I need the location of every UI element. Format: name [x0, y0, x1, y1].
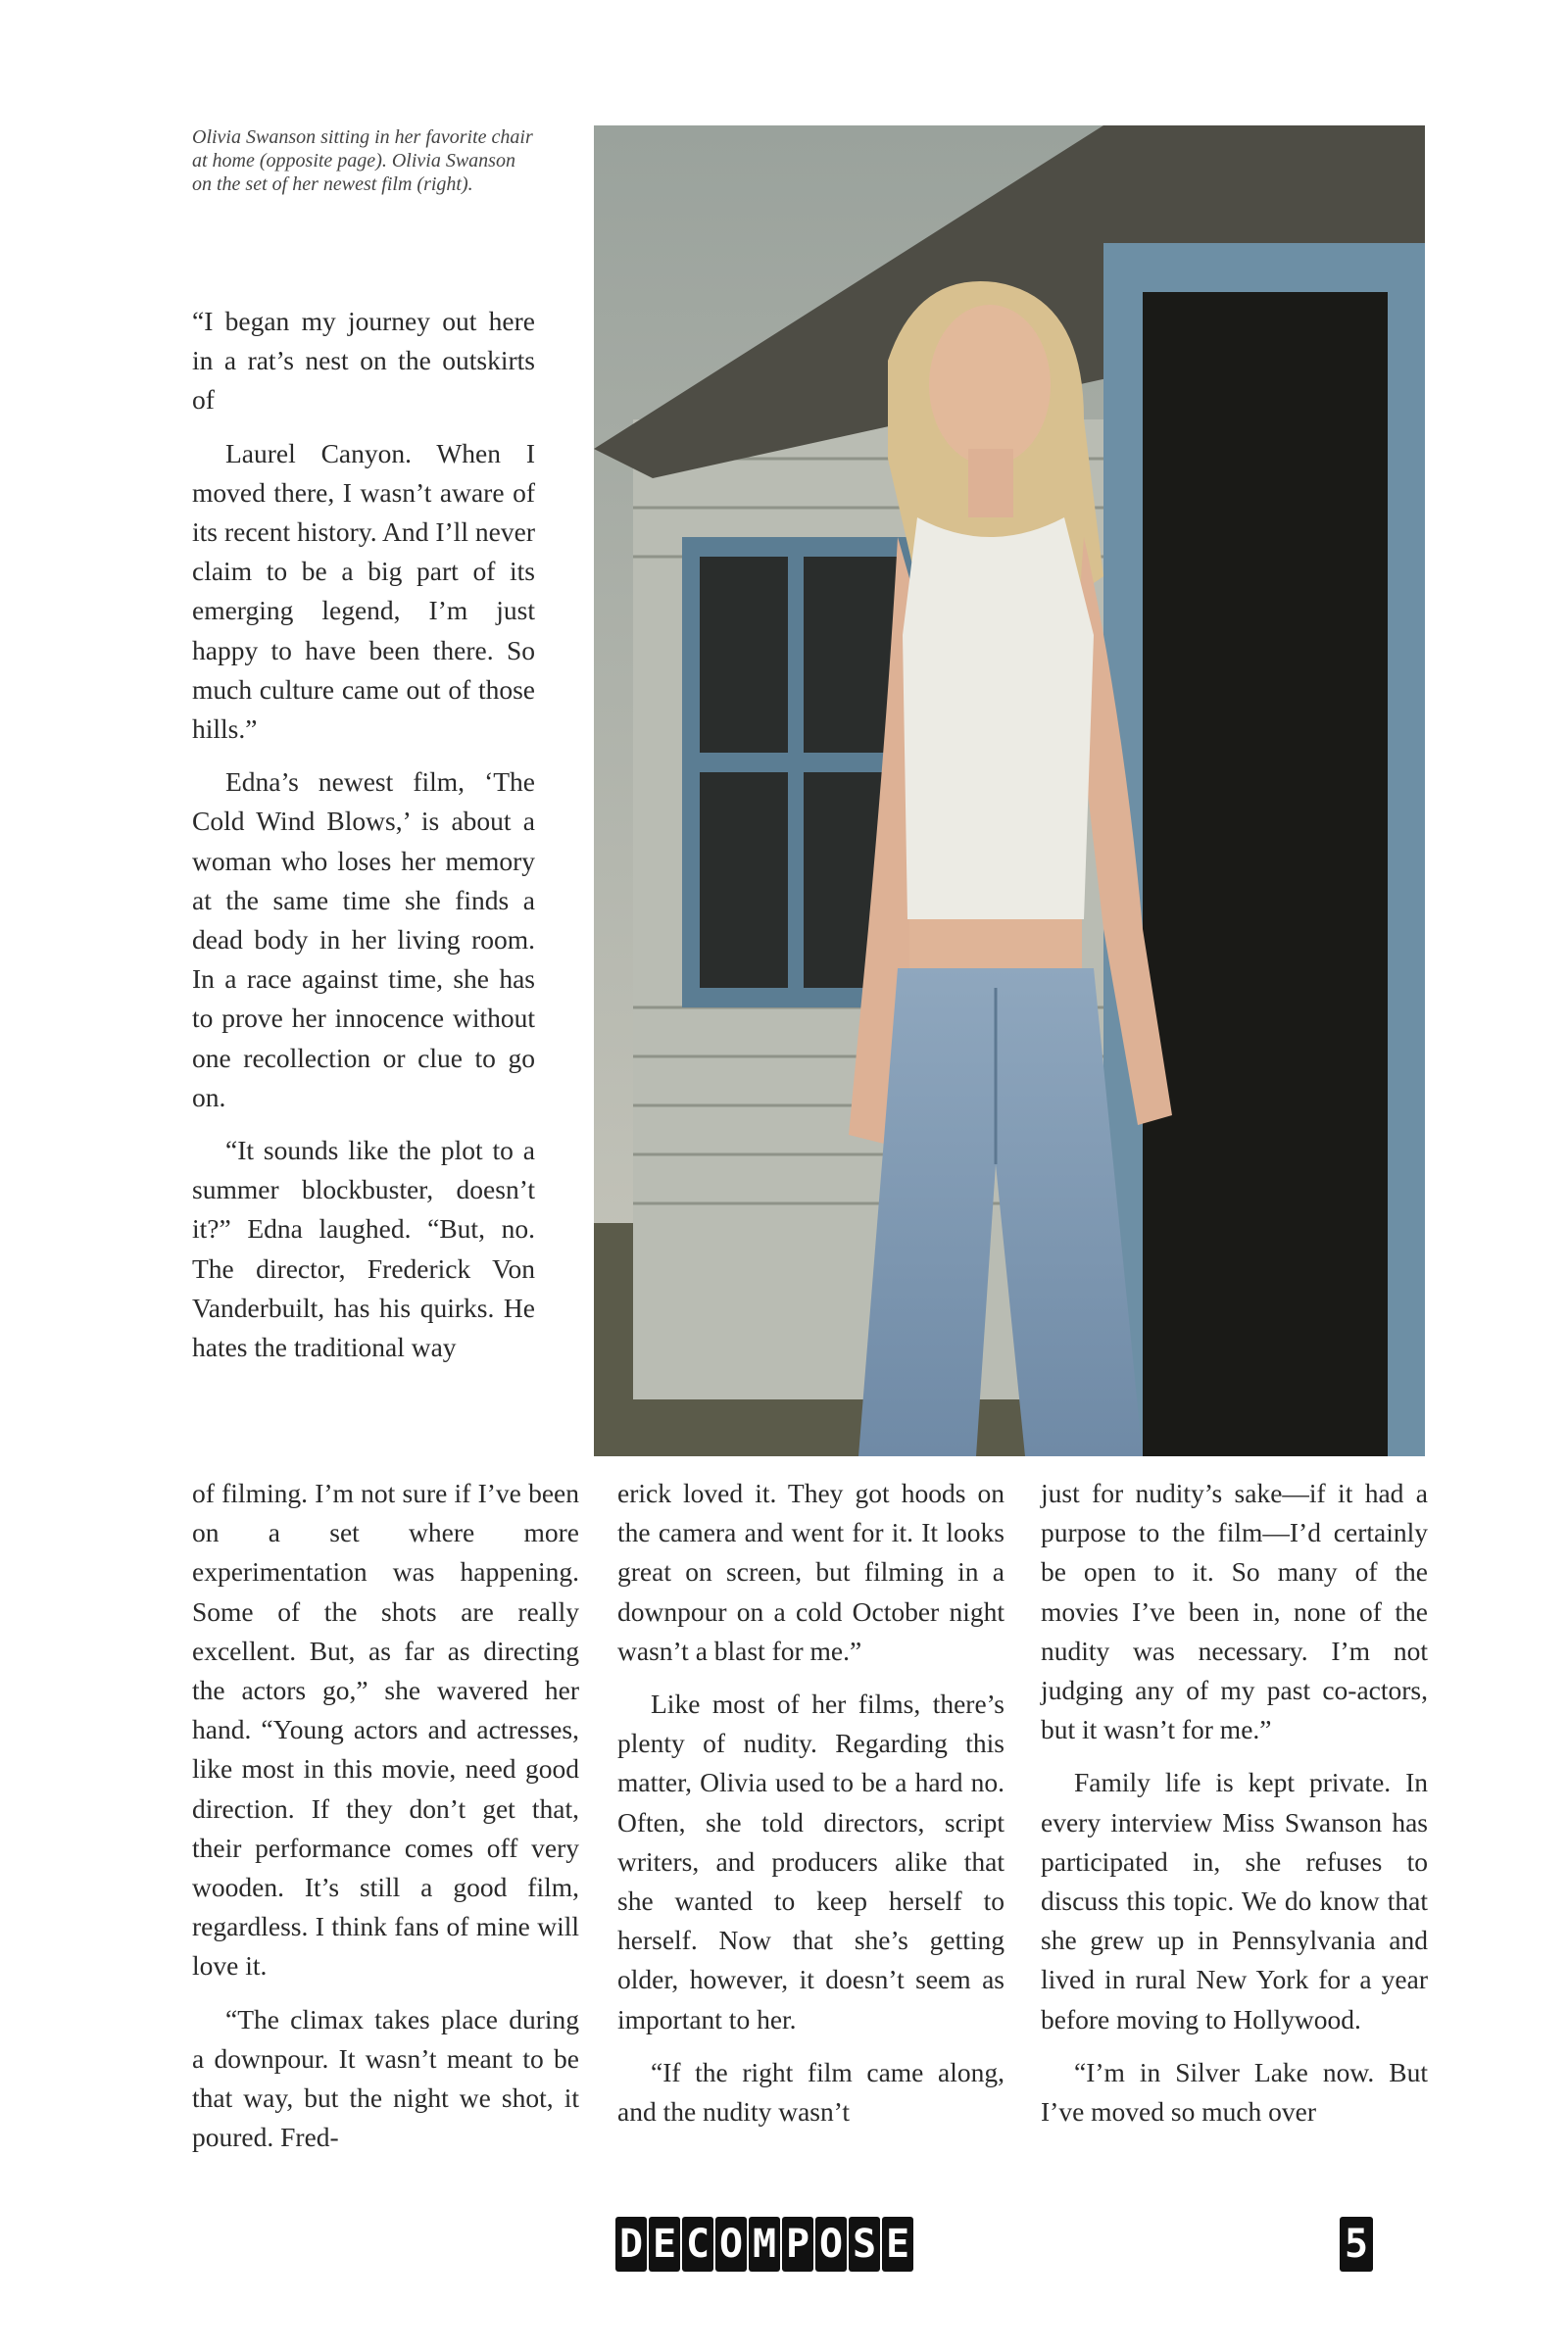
photo-caption: Olivia Swanson sitting in her favorite chair at home (opposite page). Olivia Swanson on the set of her newest film (right).: [192, 126, 533, 195]
article-paragraph: “The climax takes place during a downpour. It wasn’t meant to be that way, but the night we shot, it poured. Fred-: [192, 2003, 579, 2153]
logo-letter: P: [782, 2217, 813, 2272]
article-paragraph: Family life is kept private. In every interview Miss Swanson has participated in, she refuses to discuss this topic. We do know that she grew up in Pennsylvania and lived in rural New York for a year before moving to Hollywood.: [1041, 1767, 1428, 2034]
article-column-3: [1041, 1474, 1428, 2145]
logo-letter: E: [649, 2217, 680, 2272]
article-paragraph: “I began my journey out here in a rat’s nest on the outskirts of: [192, 306, 535, 416]
article-paragraph: “It sounds like the plot to a summer blockbuster, doesn’t it?” Edna laughed. “But, no. The director, Frederick Von Vanderbuilt, has his quirks. He hates the traditional way: [192, 1135, 535, 1363]
article-paragraph: Like most of her films, there’s plenty of nudity. Regarding this matter, Olivia used to be a hard no. Often, she told directors, script writers, and producers alike that she wanted to keep herself to herself. Now that she’s getting older, however, it doesn’t seem as important to her.: [617, 1689, 1004, 2034]
logo-letter: O: [715, 2217, 747, 2272]
logo-letter: D: [615, 2217, 647, 2272]
article-paragraph: “If the right film came along, and the nudity wasn’t: [617, 2056, 1004, 2128]
logo-letter: M: [749, 2217, 780, 2272]
article-photo: [594, 125, 1425, 1456]
article-paragraph: just for nudity’s sake—if it had a purpose to the film—I’d certainly be open to it. So many of the movies I’ve been in, none of the nudity was necessary. I’m not judging any of my past co-actors, but it wasn’t for me.”: [1041, 1478, 1428, 1745]
page-number: 5: [1340, 2217, 1373, 2272]
article-paragraph: “I’m in Silver Lake now. But I’ve moved so much over: [1041, 2056, 1428, 2128]
article-paragraph: Edna’s newest film, ‘The Cold Wind Blows,’ is about a woman who loses her memory at the same time she finds a dead body in her living room. In a race against time, she has to prove her innocence without one recollection or clue to go on.: [192, 766, 535, 1112]
article-paragraph: Laurel Canyon. When I moved there, I wasn’t aware of its recent history. And I’ll never claim to be a big part of its emerging legend, I’m just happy to have been there. So much culture came out of those hills.”: [192, 437, 535, 745]
logo-letter: S: [849, 2217, 880, 2272]
photo-illustration: [594, 125, 1425, 1456]
article-paragraph: of filming. I’m not sure if I’ve been on a set where more experimentation was happening. Some of the shots are really excellent. But, as far as directing the actors go,” she wavered her hand. “Young actors and actresses, like most in this movie, need good direction. If they don’t get that, their performance comes off very wooden. It’s still a good film, regardless. I think fans of mine will love it.: [192, 1478, 579, 1982]
logo-letter: C: [682, 2217, 713, 2272]
magazine-logo: [615, 2217, 913, 2272]
article-column-1-bottom: [192, 1474, 579, 2171]
logo-letter: E: [882, 2217, 913, 2272]
logo-letter: O: [815, 2217, 847, 2272]
article-column-1-top: [192, 302, 535, 1381]
article-paragraph: erick loved it. They got hoods on the camera and went for it. It looks great on screen, but filming in a downpour on a cold October night wasn’t a blast for me.”: [617, 1478, 1004, 1666]
article-column-2: [617, 1474, 1004, 2145]
